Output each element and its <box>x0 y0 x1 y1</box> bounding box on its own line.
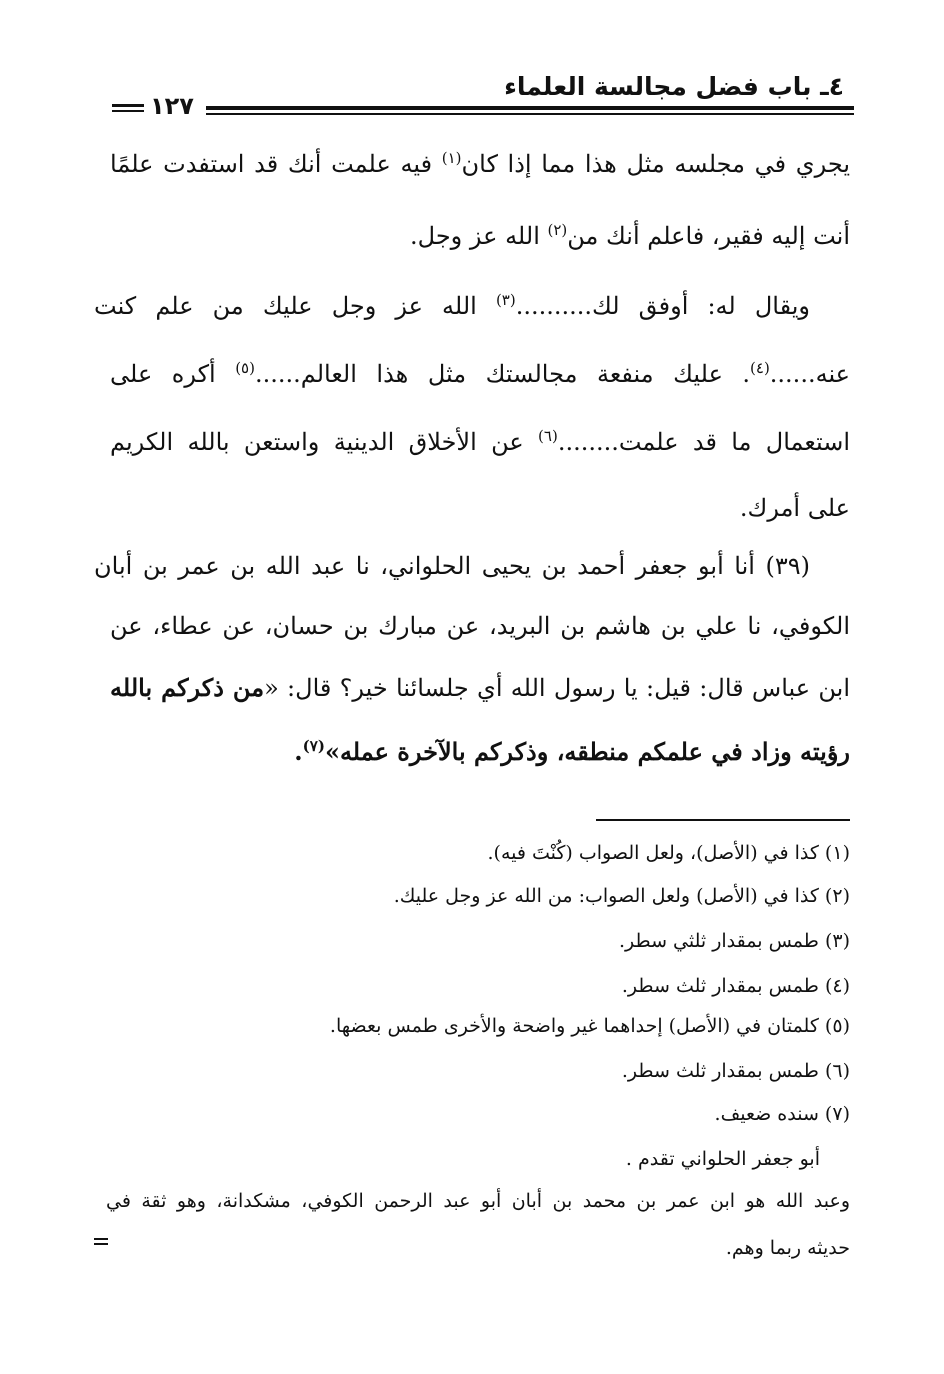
footnote-7-note-a: أبو جعفر الحلواني تقدم . <box>625 1148 820 1170</box>
text-run: فيه علمت أنك قد استفدت علمًا <box>110 150 442 178</box>
page-number: ١٢٧ <box>150 92 194 120</box>
footnote-ref-5: (٥) <box>235 359 255 377</box>
footnote-4: (٤) طمس بمقدار ثلث سطر. <box>621 975 850 997</box>
footnote-6: (٦) طمس بمقدار ثلث سطر. <box>621 1060 850 1082</box>
footnote-ref-3: (٣) <box>495 291 516 309</box>
text-run: . عليك منفعة مجالستك مثل هذا العالم...... <box>254 360 751 388</box>
footnote-ref-2: (٢) <box>547 221 568 239</box>
text-run: عنه...... <box>769 360 850 388</box>
text-run: ابن عباس قال: قيل: يا رسول الله أي جلسائنا خير؟ قال: « <box>264 674 850 702</box>
margin-mark <box>94 1238 108 1240</box>
footnote-3: (٣) طمس بمقدار ثلثي سطر. <box>618 930 850 952</box>
hadith-text: من ذكركم بالله <box>110 673 265 702</box>
text-run: . <box>294 737 303 766</box>
header-rule <box>206 106 854 110</box>
text-run: الله عز وجل. <box>410 222 548 250</box>
body-line-9 <box>110 674 850 703</box>
body-line-5 <box>110 428 850 457</box>
quote-mark: » <box>324 737 340 766</box>
footnote-1: (١) كذا في (الأصل)، ولعل الصواب (كُنْتَ فيه). <box>487 842 850 864</box>
text-run: على أمرك. <box>739 494 850 522</box>
text-run: ويقال له: أوفق لك.......... <box>515 292 810 320</box>
footnote-5: (٥) كلمتان في (الأصل) إحداهما غير واضحة والأخرى طمس بعضها. <box>329 1015 850 1037</box>
text-run: أنت إليه فقير، فاعلم أنك من <box>567 222 850 250</box>
footnote-ref-6: (٦) <box>538 427 558 445</box>
text-run: (٣٩) أنا أبو جعفر أحمد بن يحيى الحلواني، نا عبد الله بن عمر بن أبان <box>94 552 810 580</box>
body-line-10 <box>110 738 850 767</box>
body-line-8 <box>110 612 850 641</box>
chapter-title: ٤ـ باب فضل مجالسة العلماء <box>504 72 844 101</box>
footnote-7: (٧) سنده ضعيف. <box>714 1103 850 1125</box>
body-line-7 <box>94 552 810 581</box>
text-run: الله عز وجل عليك من علم كنت <box>94 292 496 320</box>
text-run: الكوفي، نا علي بن هاشم بن البريد، عن مبارك بن حسان، عن عطاء، عن <box>110 612 850 640</box>
margin-mark-lower <box>94 1243 108 1245</box>
footnote-ref-7: (٧) <box>302 737 325 755</box>
body-line-2 <box>110 222 850 251</box>
footnote-2: (٢) كذا في (الأصل) ولعل الصواب: من الله عز وجل عليك. <box>393 885 850 907</box>
hadith-text: رؤيته وزاد في علمكم منطقه، وذكركم بالآخرة عمله <box>339 737 850 766</box>
header-rule-thin <box>206 113 854 115</box>
page-number-dash <box>112 104 144 107</box>
body-line-3 <box>94 292 810 321</box>
text-run: عن الأخلاق الدينية واستعن بالله الكريم <box>110 428 539 456</box>
text-run: أكره على <box>110 360 236 388</box>
footnote-ref-1: (١) <box>441 149 462 167</box>
page-number-dash-thin <box>112 110 144 112</box>
footnote-rule <box>596 819 850 821</box>
body-line-4 <box>110 360 850 389</box>
footnote-7-note-c: حديثه ربما وهم. <box>725 1237 850 1259</box>
text-run: استعمال ما قد علمت........ <box>557 428 851 456</box>
footnote-ref-4: (٤) <box>750 359 770 377</box>
body-line-1 <box>110 150 850 179</box>
text-run: يجري في مجلسه مثل هذا مما إذا كان <box>461 150 851 178</box>
body-line-6 <box>110 494 850 523</box>
footnote-7-note-b: وعبد الله هو ابن عمر بن محمد بن أبان أبو عبد الرحمن الكوفي، مشكدانة، وهو ثقة في <box>106 1190 850 1212</box>
